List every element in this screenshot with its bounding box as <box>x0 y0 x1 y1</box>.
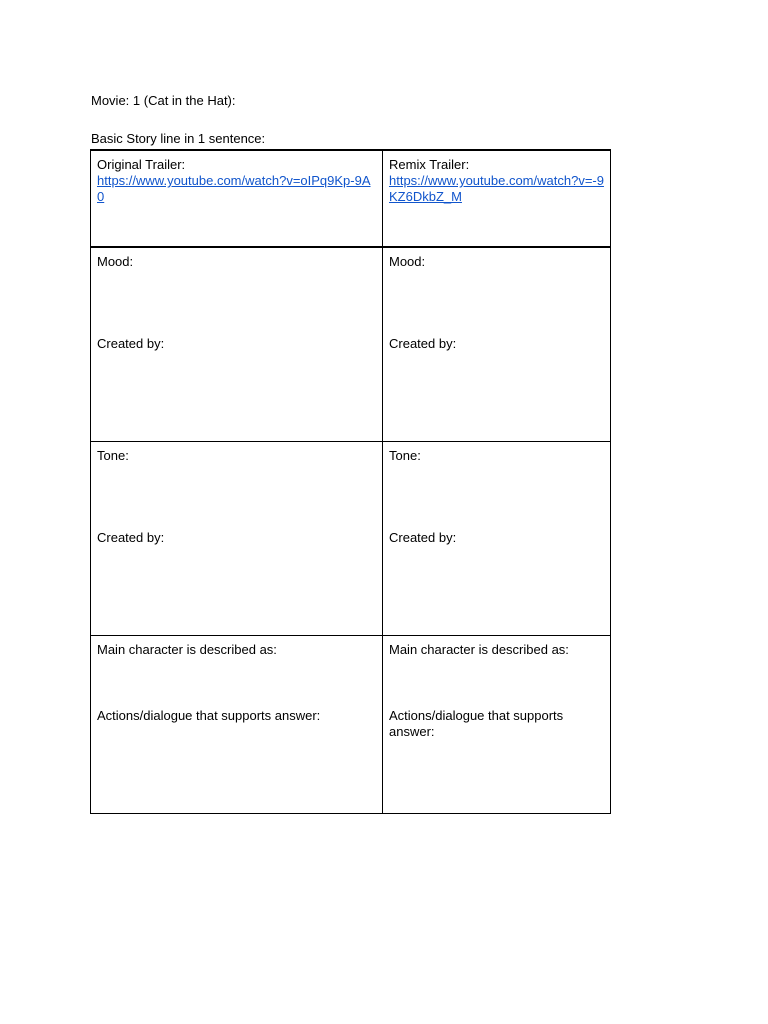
movie-title: Movie: 1 (Cat in the Hat): <box>91 93 236 108</box>
remix-character-cell[interactable] <box>383 636 611 814</box>
original-actions-label: Actions/dialogue that supports answer: <box>97 708 321 723</box>
remix-tone-created-by-label: Created by: <box>389 530 457 545</box>
remix-mood-created-by-label: Created by: <box>389 336 457 351</box>
original-tone-cell[interactable] <box>91 442 383 636</box>
original-mood-label: Mood: <box>97 254 134 269</box>
character-row <box>91 636 611 814</box>
original-trailer-label: Original Trailer: <box>97 157 186 172</box>
remix-trailer-link[interactable]: https://www.youtube.com/watch?v=-9KZ6DkbZ_M <box>389 173 604 204</box>
mood-row <box>91 247 611 442</box>
trailer-comparison-table <box>90 149 611 814</box>
original-character-cell[interactable] <box>91 636 383 814</box>
trailer-row <box>91 150 611 247</box>
original-trailer-link[interactable]: https://www.youtube.com/watch?v=oIPq9Kp-9A0 <box>97 173 371 204</box>
storyline-prompt: Basic Story line in 1 sentence: <box>91 131 266 146</box>
original-character-label: Main character is described as: <box>97 642 277 657</box>
remix-tone-label: Tone: <box>389 448 421 463</box>
original-tone-label: Tone: <box>97 448 129 463</box>
tone-row <box>91 442 611 636</box>
remix-character-label: Main character is described as: <box>389 642 569 657</box>
remix-mood-cell[interactable] <box>383 247 611 442</box>
remix-actions-label: Actions/dialogue that supports answer: <box>389 708 564 739</box>
original-tone-created-by-label: Created by: <box>97 530 165 545</box>
original-mood-cell[interactable] <box>91 247 383 442</box>
remix-tone-cell[interactable] <box>383 442 611 636</box>
remix-mood-label: Mood: <box>389 254 426 269</box>
remix-trailer-label: Remix Trailer: <box>389 157 470 172</box>
original-mood-created-by-label: Created by: <box>97 336 165 351</box>
remix-trailer-cell <box>383 150 611 247</box>
original-trailer-cell <box>91 150 383 247</box>
